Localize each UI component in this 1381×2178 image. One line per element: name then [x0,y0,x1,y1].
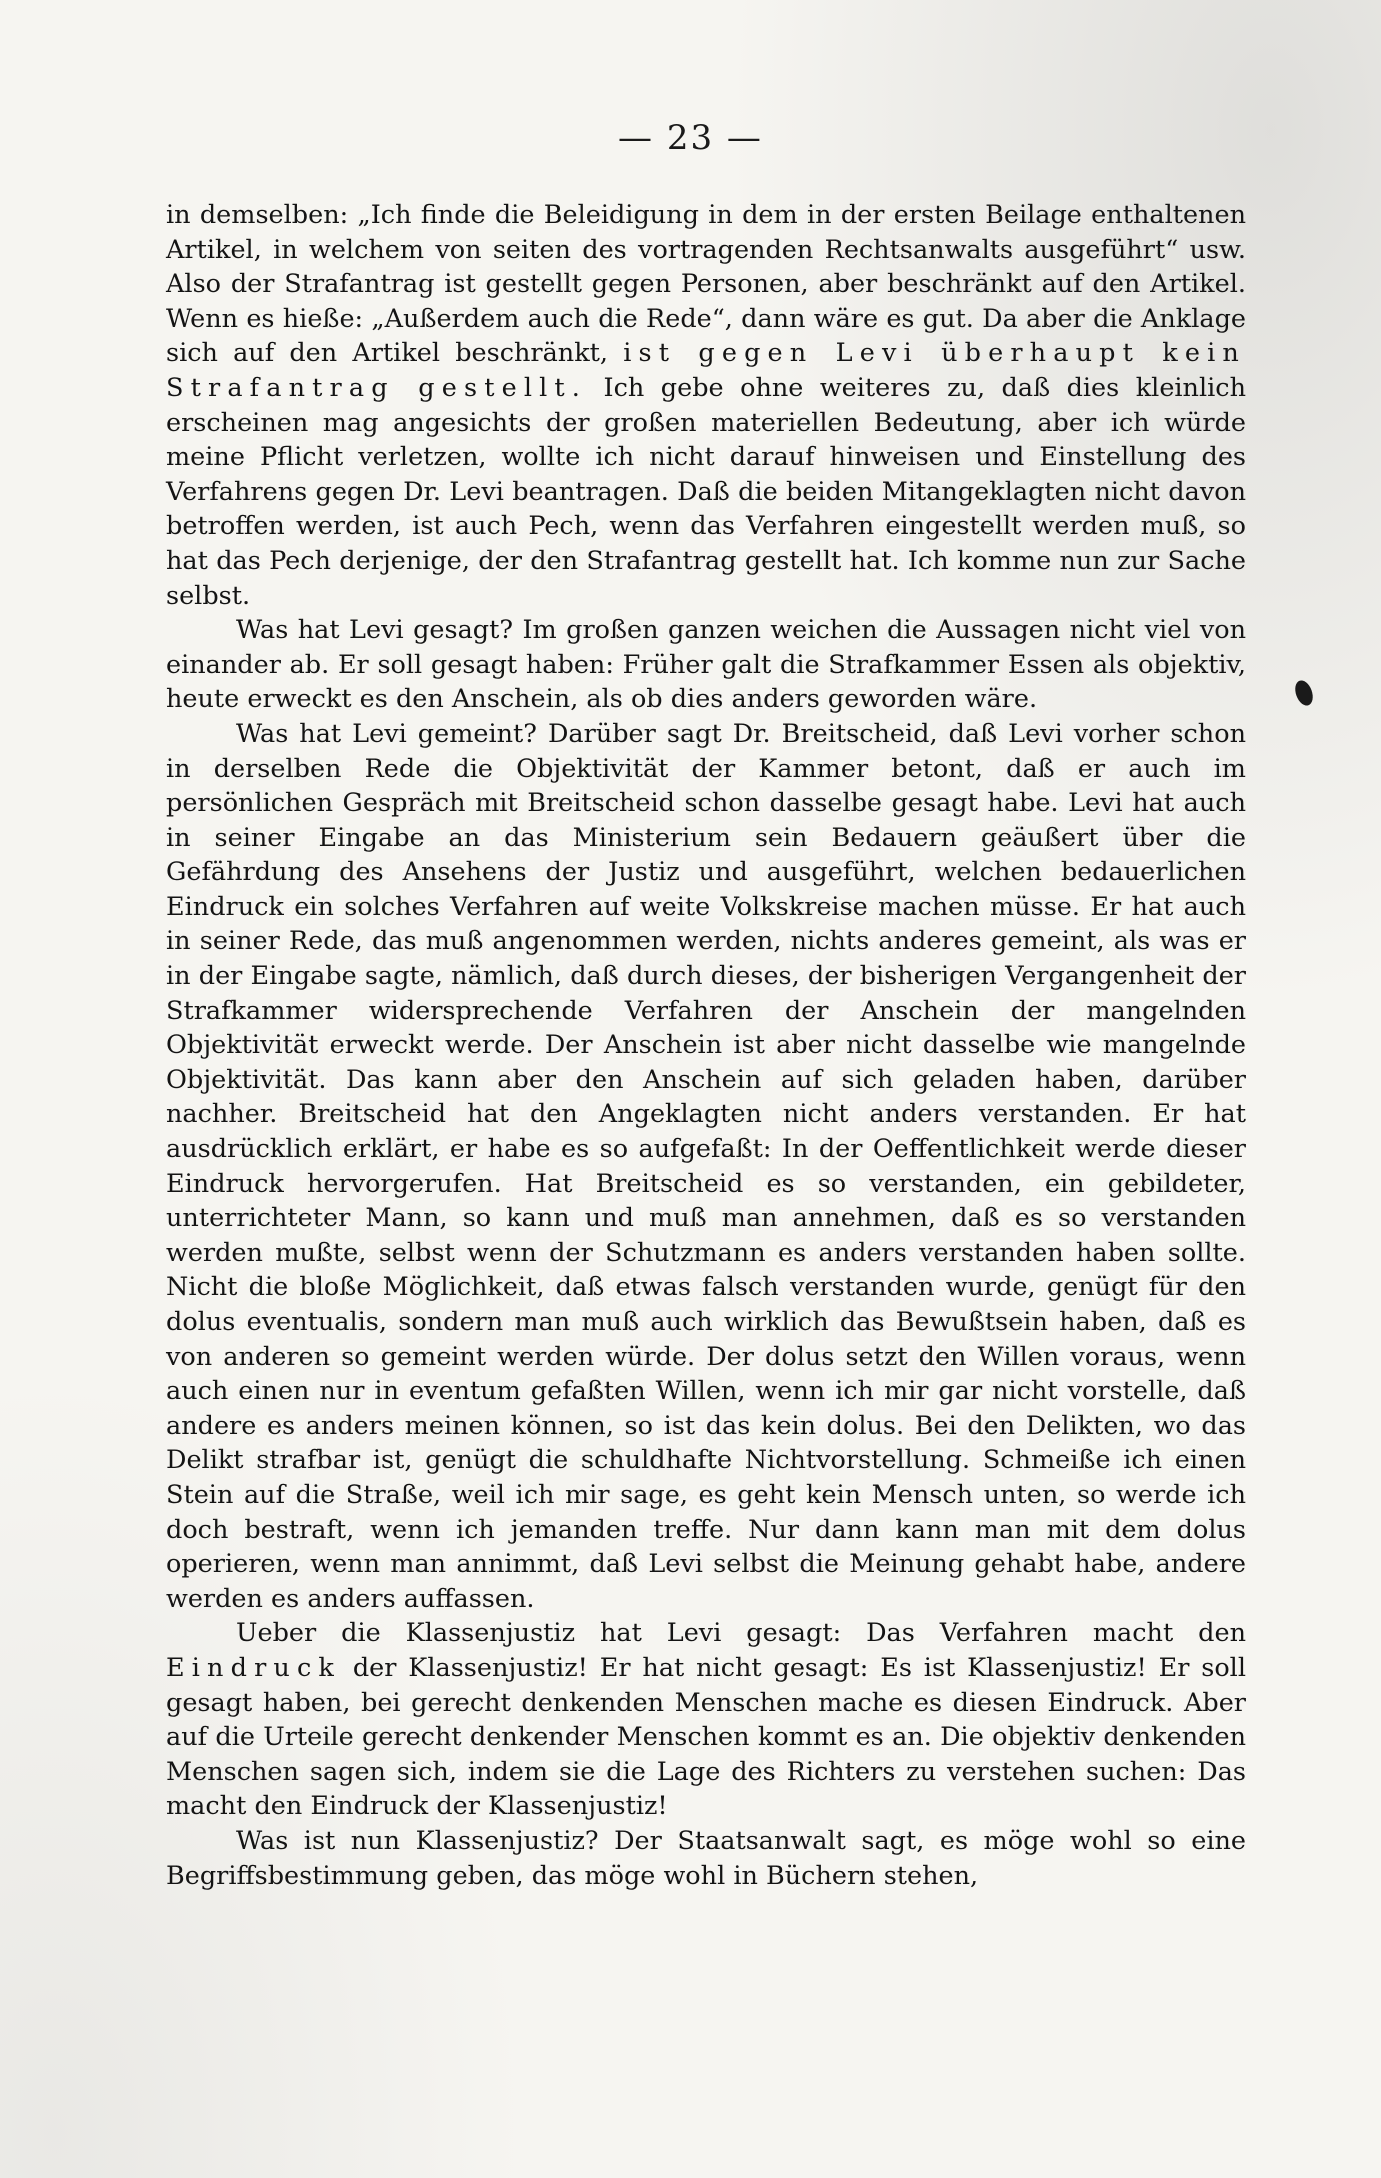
paragraph [166,717,1246,1616]
emphasized-text: Eindruck [166,1652,341,1683]
emphasized-text: ist gegen Levi überhaupt kein Strafantrag gestellt. [166,338,1246,403]
paragraph [166,613,1246,717]
ink-smudge [1292,678,1316,708]
text-segment: Was ist nun Klassenjustiz? Der Staatsanwalt sagt, es möge wohl so eine Begriffsbestimmung geben, das möge wohl in Büchern stehen, [166,1825,1246,1891]
body-text [166,198,1246,1893]
text-segment: Was hat Levi gesagt? Im großen ganzen weichen die Aussagen nicht viel von einander ab. Er soll gesagt haben: Früher galt die Strafkammer Essen als objektiv, heute erweckt es den Anschein, als ob dies anders geworden wäre. [166,615,1246,715]
text-segment: Was hat Levi gemeint? Darüber sagt Dr. Breitscheid, daß Levi vorher schon in derselben Rede die Objektivität der Kammer betont, daß er auch im persönlichen Gespräch mit Breitscheid schon dasselbe gesagt habe. Levi hat auch in seiner Eingabe an das Ministerium sein Bedauern geäußert über die Gefährdung des Ansehens der Justiz und ausgeführt, welchen bedauerlichen Eindruck ein solches Verfahren auf weite Volkskreise machen müsse. Er hat auch in seiner Rede, das muß angenommen werden, nichts anderes gemeint, als was er in der Eingabe sagte, nämlich, daß durch dieses, der bisherigen Vergangenheit der Strafkammer widersprechende Verfahren der Anschein der mangelnden Objektivität erweckt werde. Der Anschein ist aber nicht dasselbe wie mangelnde Objektivität. Das kann aber den Anschein auf sich geladen haben, darüber nachher. Breitscheid hat den Angeklagten nicht anders verstanden. Er hat ausdrücklich erklärt, er habe es so aufgefaßt: In der Oeffentlichkeit werde dieser Eindruck hervorgerufen. Hat Breitscheid es so verstanden, ein gebildeter, unterrichteter Mann, so kann und muß man annehmen, daß es so verstanden werden mußte, selbst wenn der Schutzmann es anders verstanden haben sollte. Nicht die bloße Möglichkeit, daß etwas falsch verstanden wurde, genügt für den dolus eventualis, sondern man muß auch wirklich das Bewußtsein haben, daß es von anderen so gemeint werden würde. Der dolus setzt den Willen voraus, wenn auch einen nur in eventum gefaßten Willen, wenn ich mir gar nicht vorstelle, daß andere es anders meinen können, so ist das kein dolus. Bei den Delikten, wo das Delikt strafbar ist, genügt die schuldhafte Nichtvorstellung. Schmeiße ich einen Stein auf die Straße, weil ich mir sage, es geht kein Mensch unten, so werde ich doch bestraft, wenn ich jemanden treffe. Nur dann kann man mit dem dolus operieren, wenn man annimmt, daß Levi selbst die Meinung gehabt habe, andere werden es anders auffassen. [166,718,1246,1614]
paragraph [166,1616,1246,1824]
paragraph [166,1824,1246,1893]
text-segment: Ich gebe ohne weiteres zu, daß dies kleinlich erscheinen mag angesichts der großen materiellen Bedeutung, aber ich würde meine Pflicht verletzen, wollte ich nicht darauf hinweisen und Einstellung des Verfahrens gegen Dr. Levi beantragen. Daß die beiden Mitangeklagten nicht davon betroffen werden, ist auch Pech, wenn das Verfahren eingestellt werden muß, so hat das Pech derjenige, der den Strafantrag gestellt hat. Ich komme nun zur Sache selbst. [166,372,1246,611]
text-segment: in demselben: „Ich finde die Beleidigung in dem in der ersten Beilage enthaltenen Artikel, in welchem von seiten des vortragenden Rechtsanwalts ausgeführt“ usw. Also der Strafantrag ist gestellt gegen Personen, aber beschränkt auf den Artikel. Wenn es hieße: „Außerdem auch die Rede“, dann wäre es gut. Da aber die Anklage sich auf den Artikel beschränkt, [166,200,1246,369]
text-segment: Ueber die Klassenjustiz hat Levi gesagt: Das Verfahren macht den [236,1618,1246,1649]
page-number: — 23 — [618,118,763,158]
paragraph [166,198,1246,613]
text-segment: der Klassenjustiz! Er hat nicht gesagt: Es ist Klassenjustiz! Er soll gesagt haben, bei gerecht denkenden Menschen mache es diesen Eindruck. Aber auf die Urteile gerecht denkender Menschen kommt es an. Die objektiv denkenden Menschen sagen sich, indem sie die Lage des Richters zu verstehen suchen: Das macht den Eindruck der Klassenjustiz! [166,1652,1246,1822]
